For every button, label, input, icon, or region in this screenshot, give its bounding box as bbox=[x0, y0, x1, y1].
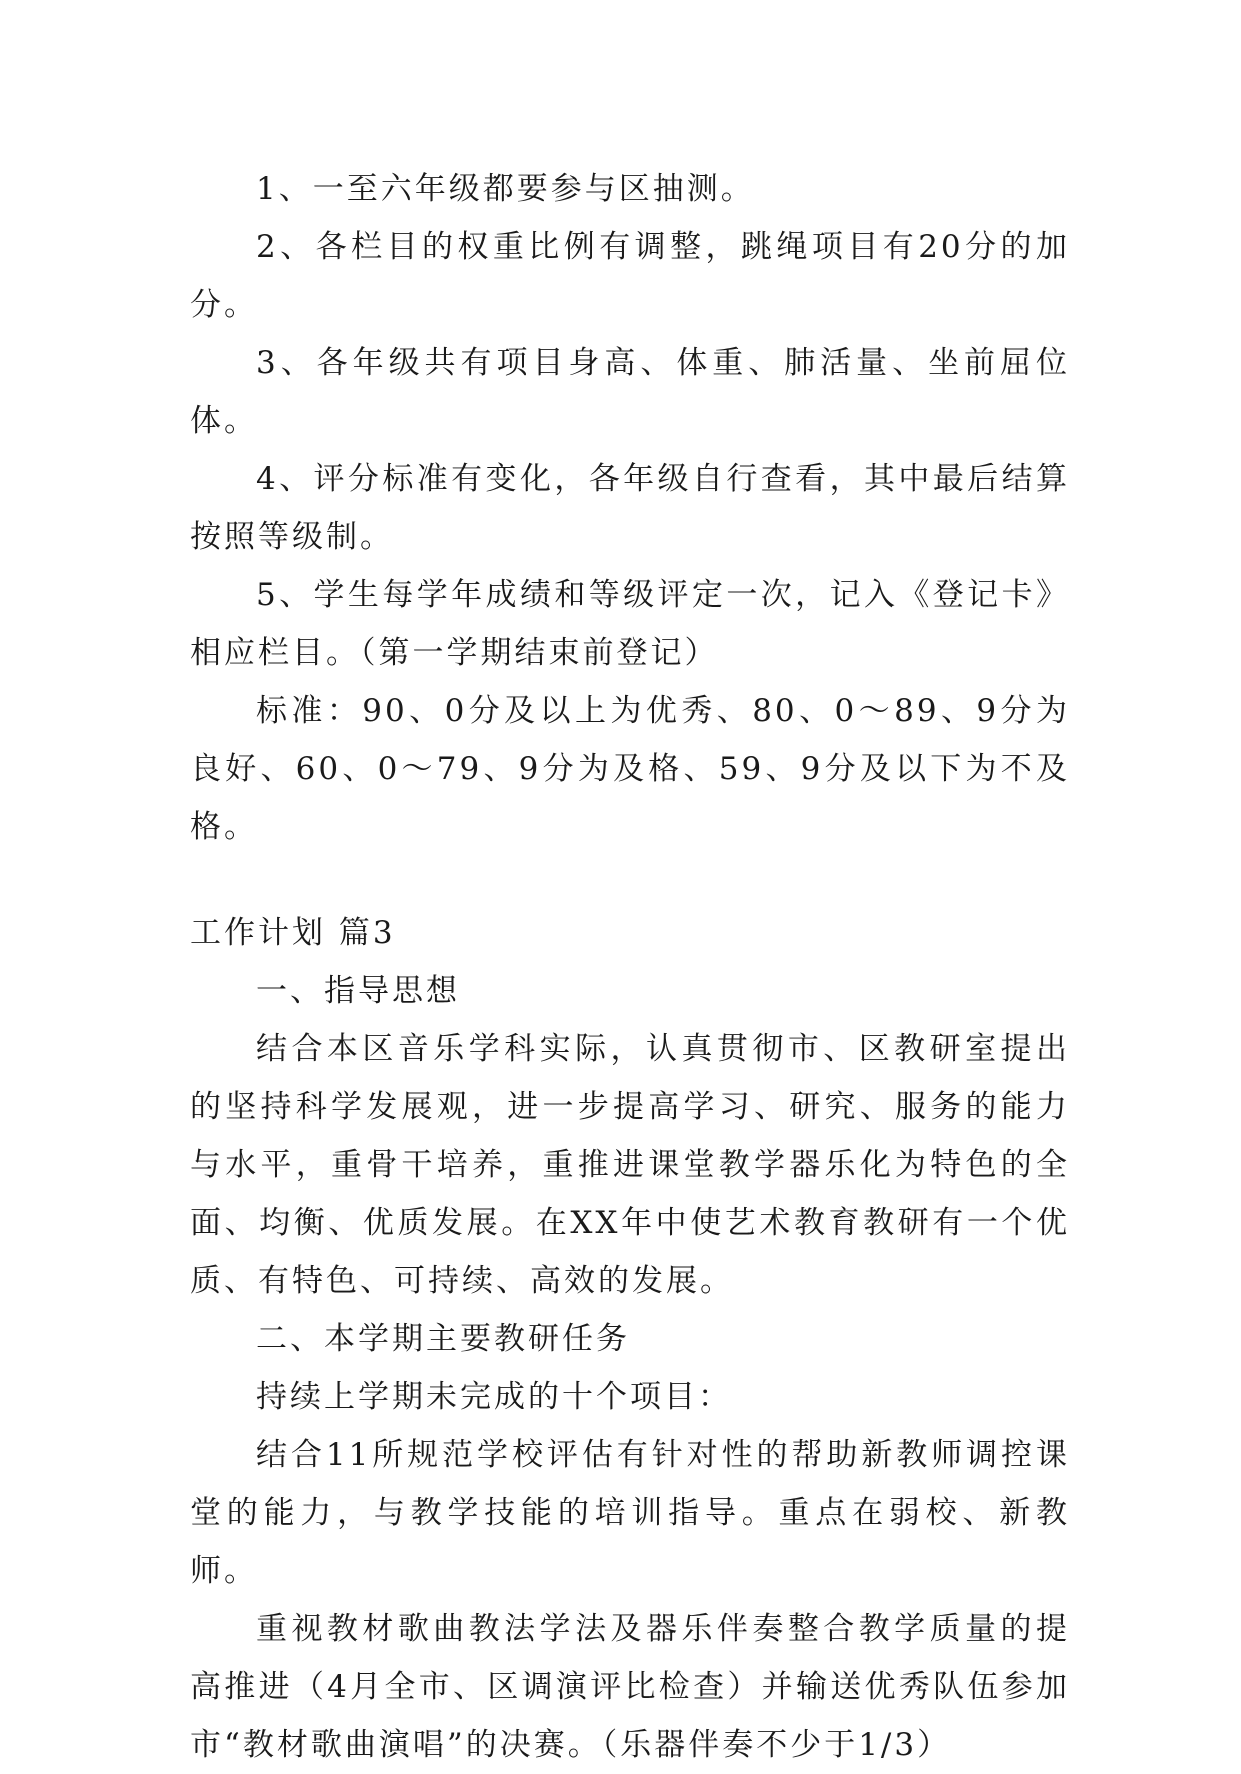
paragraph-guiding-ideology: 结合本区音乐学科实际，认真贯彻市、区教研室提出的坚持科学发展观，进一步提高学习、研究、服务的能力与水平，重骨干培养，重推进课堂教学器乐化为特色的全面、均衡、优质发展。在XX年中使艺术教育教研有一个优质、有特色、可持续、高效的发展。 bbox=[190, 1031, 1070, 1299]
list-item-5: 5、学生每学年成绩和等级评定一次，记入《登记卡》相应栏目。（第一学期结束前登记） bbox=[190, 577, 1070, 671]
paragraph-teacher-training: 结合11所规范学校评估有针对性的帮助新教师调控课堂的能力，与教学技能的培训指导。重点在弱校、新教师。 bbox=[190, 1437, 1070, 1589]
list-item-4: 4、评分标准有变化，各年级自行查看，其中最后结算按照等级制。 bbox=[190, 461, 1070, 555]
document-body bbox=[190, 160, 1070, 1774]
heading-guiding-ideology: 一、指导思想 bbox=[256, 973, 460, 1009]
paragraph-continue-projects: 持续上学期未完成的十个项目： bbox=[256, 1379, 732, 1415]
heading-main-tasks: 二、本学期主要教研任务 bbox=[256, 1321, 630, 1357]
list-item-2: 2、各栏目的权重比例有调整，跳绳项目有20分的加分。 bbox=[190, 229, 1070, 323]
list-item-1: 1、一至六年级都要参与区抽测。 bbox=[256, 171, 755, 207]
grading-standard: 标准：90、0分及以上为优秀、80、0～89、9分为良好、60、0～79、9分为及格、59、9分及以下为不及格。 bbox=[190, 693, 1070, 845]
list-item-3: 3、各年级共有项目身高、体重、肺活量、坐前屈位体。 bbox=[190, 345, 1070, 439]
section-title: 工作计划 篇3 bbox=[190, 915, 396, 951]
paragraph-song-teaching: 重视教材歌曲教法学法及器乐伴奏整合教学质量的提高推进（4月全市、区调演评比检查）并输送优秀队伍参加市“教材歌曲演唱”的决赛。（乐器伴奏不少于1/3） bbox=[190, 1611, 1070, 1763]
